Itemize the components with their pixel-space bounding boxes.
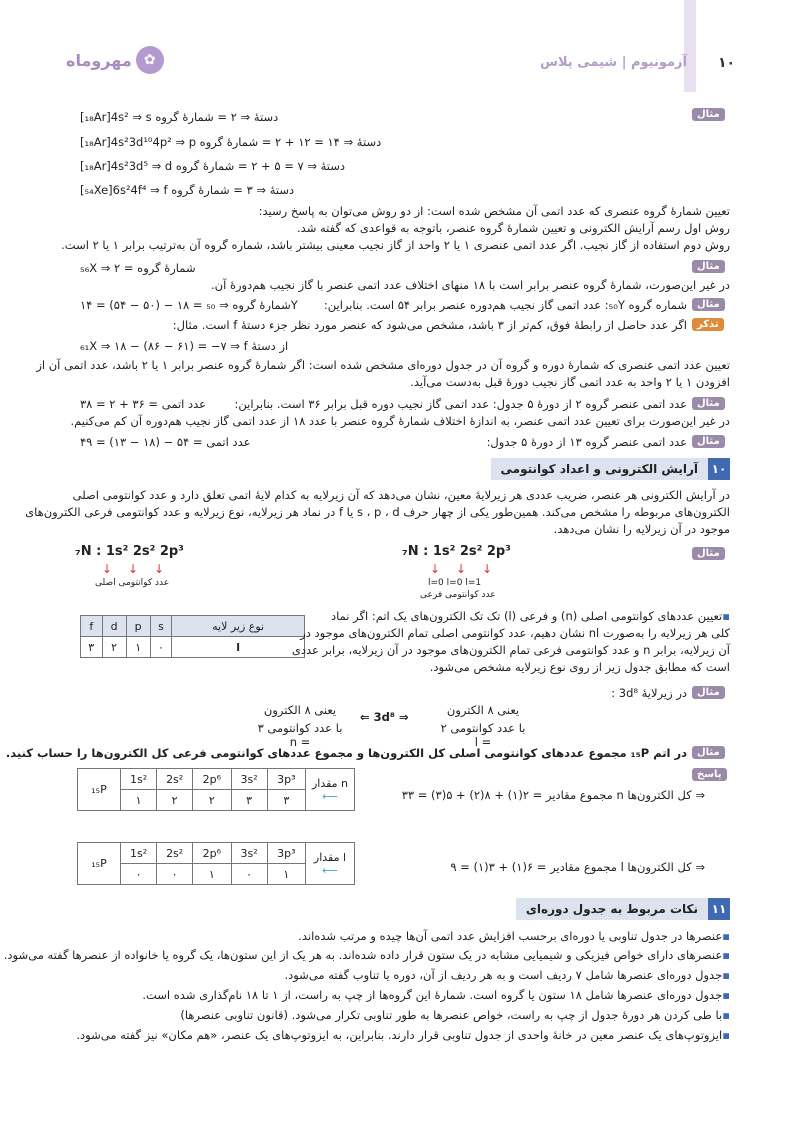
para-quantum3: موجود در آن زیرلایه را نشان می‌دهد. xyxy=(553,522,730,536)
ex1-row2: [₁₈Ar]4s²3d¹⁰4p² ⇒ p دستهٔ ⇒ ۱۴ = ۱۲ + ۲ = شمارهٔ گروه xyxy=(80,135,382,149)
ex7-right-top: یعنی ۸ الکترون xyxy=(446,703,520,717)
n-values-table xyxy=(77,768,355,811)
table-cell: 2s² xyxy=(157,769,193,790)
section-heading-10 xyxy=(491,458,730,480)
ex1-row3: [₁₈Ar]4s²3d⁵ ⇒ d دستهٔ ⇒ ۷ = ۵ + ۲ = شمارهٔ گروه xyxy=(80,159,346,173)
table-header: نوع زیر لایه xyxy=(172,616,305,637)
example-tag: مثال xyxy=(692,435,725,448)
note-tag: تذکر xyxy=(692,318,724,331)
section-number: ۱۰ xyxy=(708,458,730,480)
para-quantum2: الکترون‌های مربوطه را مشخص می‌کند. همین‌طور یکی از چهار حرف s ، p ، d یا f در نماد هر زیرلایه، نوع زیرلایه و عدد کوانتومی فرعی الکترون‌های xyxy=(25,505,730,519)
example-tag: مثال xyxy=(692,108,725,121)
list-item: ▪با طی کردن هر دورهٔ جدول از چپ به راست، خواص عنصرها به طور تناوبی تکرار می‌شود. (قانون تناوبی عنصرها) xyxy=(180,1008,730,1022)
ex7-middle: ⇐ 3d⁸ ⇒ xyxy=(360,710,409,724)
ex6-right-formula: ₇N : 1s² 2s² 2p³ xyxy=(402,544,511,559)
ex1-row4: [₅₄Xe]6s²4f⁴ ⇒ f دستهٔ ⇒ ۳ = شمارهٔ گروه xyxy=(80,183,295,197)
para-group-intro: تعیین شمارهٔ گروه عنصری که عدد اتمی آن مشخص شده است: از دو روش می‌توان به پاسخ رسید: xyxy=(258,204,730,218)
table-cell: ۱ xyxy=(193,864,231,885)
example-tag: مثال xyxy=(692,260,725,273)
bullet-text: جدول دوره‌ای عنصرها شامل ۱۸ ستون یا گروه است. شمارهٔ این گروه‌ها از چپ به راست، از ۱ تا ۱۸ نام‌گذاری شده است. xyxy=(142,988,723,1002)
row-label-text: مقدار n xyxy=(311,776,349,790)
ex2-formula: ₅₆X ⇒ ۲ = شمارهٔ گروه xyxy=(80,261,196,275)
para-atomic-number2: افزودن ۱ یا ۲ واحد به عدد اتمی گاز نجیب دورهٔ قبل به‌دست می‌آید. xyxy=(410,375,730,389)
table-cell: 2p⁶ xyxy=(193,769,231,790)
ex4-text: عدد اتمی عنصر گروه ۲ از دورهٔ ۵ جدول: عدد اتمی گاز نجیب دوره قبل برابر ۳۶ است. بنابراین: xyxy=(234,397,687,411)
list-item: ▪جدول دوره‌ای عنصرها شامل ۷ ردیف است و به هر ردیف از آن، دوره یا تناوب گفته می‌شود. xyxy=(284,968,730,982)
example-tag: مثال xyxy=(692,686,725,699)
sublevel-table xyxy=(80,615,305,658)
section-title: نکات مربوط به جدول دوره‌ای xyxy=(516,898,708,920)
ex6-right-caption: عدد کوانتومی فرعی xyxy=(420,590,496,600)
bullet-text: ایزوتوپ‌های یک عنصر معین در خانهٔ واحدی از جدول تناوبی قرار دارند. بنابراین، به ایزوتوپ‌های یک عنصر، «هم مکان» نیز گفته می‌شود. xyxy=(76,1028,723,1042)
section-heading-11 xyxy=(516,898,730,920)
atom-symbol: ₁₅P xyxy=(78,769,121,811)
butterfly-icon: ✿ xyxy=(136,46,164,74)
book-title: آزمونیوم | شیمی پلاس xyxy=(540,55,687,70)
l-values-table xyxy=(77,842,355,885)
table-cell: 1s² xyxy=(121,769,157,790)
l-sum-calc: ⇒ کل الکترون‌ها l مجموع مقادیر = ۶(۱) + ۳(۱) = ۹ xyxy=(450,860,705,874)
bullet-text: عنصرهای دارای خواص فیزیکی و شیمیایی مشابه در یک ستون قرار داده شده‌اند. به هر یک از این ستون‌ها، یک گروه یا خانواده از عنصرها گفته می‌شود. xyxy=(3,948,723,962)
table-cell: ۱ xyxy=(267,864,305,885)
table-cell: ۳ xyxy=(267,790,305,811)
n-sum-calc: ⇒ کل الکترون‌ها n مجموع مقادیر = ۲(۱) + ۸(۲) + ۵(۳) = ۳۳ xyxy=(401,788,705,802)
table-cell: ۰ xyxy=(157,864,193,885)
example-tag: مثال xyxy=(692,397,725,410)
para-nl2: کلی هر زیرلایه را به‌صورت nl نشان دهیم، عدد کوانتومی اصلی تمام الکترون‌های موجود در xyxy=(300,626,730,640)
section-number: ۱۱ xyxy=(708,898,730,920)
list-item: ▪جدول دوره‌ای عنصرها شامل ۱۸ ستون یا گروه است. شمارهٔ این گروه‌ها از چپ به راست، از ۱ تا ۱۸ نام‌گذاری شده است. xyxy=(142,988,730,1002)
para-method1: روش اول رسم آرایش الکترونی و تعیین شمارهٔ گروه عنصر، باتوجه به قواعدی که گفته شد. xyxy=(297,221,730,235)
answer-tag: پاسخ xyxy=(692,768,727,781)
ex6-l-values xyxy=(428,578,481,588)
ex7-right-bottom: با عدد کوانتومی ۲ = l xyxy=(440,721,526,749)
table-cell: ۳ xyxy=(231,790,267,811)
table-cell: d xyxy=(102,616,126,637)
down-arrows-icon: ↓↓↓ xyxy=(430,562,509,576)
ex3-text: شماره گروه ₅₀Y: عدد اتمی گاز نجیب هم‌دوره عنصر برابر ۵۴ است. بنابراین: xyxy=(323,298,687,312)
para-nl1: ▪تعیین عددهای کوانتومی اصلی (n) و فرعی (l) تک تک الکترون‌های یک اتم: اگر نماد xyxy=(331,609,730,623)
list-item: ▪عنصرهای دارای خواص فیزیکی و شیمیایی مشابه در یک ستون قرار داده شده‌اند. به هر یک از این ستون‌ها، یک گروه یا خانواده از عنصرها گفته می‌شود. xyxy=(3,948,730,962)
ex5-text: عدد اتمی عنصر گروه ۱۳ از دورهٔ ۵ جدول: xyxy=(486,435,687,449)
ex4-formula: ۳۸ = ۲ + ۳۶ = عدد اتمی xyxy=(80,397,207,411)
ex5-formula: ۴۹ = (۱۳ − ۱۸) − ۵۴ = عدد اتمی xyxy=(80,435,251,449)
ex7-left-top: یعنی ۸ الکترون xyxy=(263,703,337,717)
table-cell: 2s² xyxy=(157,843,193,864)
table-cell: 1s² xyxy=(121,843,157,864)
para-method2: روش دوم استفاده از گاز نجیب. اگر عدد اتمی عنصری ۱ یا ۲ واحد از گاز نجیب معینی بیشتر باشد، شماره گروه آن به‌ترتیب برابر ۱ یا ۲ است. xyxy=(61,238,730,252)
row-label: مقدار n ⟵ xyxy=(306,769,355,811)
example-tag: مثال xyxy=(692,746,725,759)
table-cell: f xyxy=(81,616,103,637)
table-cell: ۰ xyxy=(121,864,157,885)
note-formula: ₆₁X ⇒ ۱۸ − (۸۶ − ۶۱) = −۷ ⇒ f از دستهٔ xyxy=(80,339,289,353)
note-text: اگر عدد حاصل از رابطهٔ فوق، کم‌تر از ۳ باشد، مشخص می‌شود که عنصر مورد نظر جزء دستهٔ f است. مثال: xyxy=(172,318,687,332)
bullet-text: عنصرها در جدول تناوبی یا دوره‌ای برحسب افزایش عدد اتمی آن‌ها چیده و مرتب شده‌اند. xyxy=(298,929,723,943)
table-cell: ۲ xyxy=(193,790,231,811)
header-accent-bar xyxy=(684,0,696,92)
table-cell: 3p³ xyxy=(267,769,305,790)
ex8-question: در اتم ₁₅P مجموع عددهای کوانتومی اصلی کل الکترون‌ها و مجموع عددهای کوانتومی فرعی کل الکترون‌ها را حساب کنید. xyxy=(5,746,687,760)
table-cell: ۱ xyxy=(121,790,157,811)
para-nl4: است که مطابق جدول زیر از روی نوع زیرلایه مشخص می‌شود. xyxy=(429,660,730,674)
para-otherwise: در غیر این‌صورت، شمارهٔ گروه عنصر برابر است با ۱۸ منهای اختلاف عدد اتمی عنصر با گاز نجیب هم‌دورهٔ آن. xyxy=(211,278,730,292)
para-nl3: آن زیرلایه، برابر n و عدد کوانتومی فرعی تمام الکترون‌های موجود در آن زیرلایه، برابر عددی xyxy=(291,643,730,657)
bullet-text: جدول دوره‌ای عنصرها شامل ۷ ردیف است و به هر ردیف از آن، دوره یا تناوب گفته می‌شود. xyxy=(284,968,723,982)
ex7-left-bottom: با عدد کوانتومی ۳ = n xyxy=(257,721,343,749)
atom-symbol: ₁₅P xyxy=(78,843,121,885)
ex6-left-formula: ₇N : 1s² 2s² 2p³ xyxy=(75,544,184,559)
bullet-text: با طی کردن هر دورهٔ جدول از چپ به راست، خواص عنصرها به طور تناوبی تکرار می‌شود. (قانون تناوبی عنصرها) xyxy=(180,1008,723,1022)
publisher-logo xyxy=(66,46,164,74)
para-text: تعیین عددهای کوانتومی اصلی (n) و فرعی (l) تک تک الکترون‌های یک اتم: اگر نماد xyxy=(331,609,723,623)
list-item: ▪ایزوتوپ‌های یک عنصر معین در خانهٔ واحدی از جدول تناوبی قرار دارند. بنابراین، به ایزوتوپ‌های یک عنصر، «هم مکان» نیز گفته می‌شود. xyxy=(76,1028,730,1042)
table-cell: s xyxy=(150,616,172,637)
ex1-row1: [₁₈Ar]4s² ⇒ s دستهٔ ⇒ ۲ = شمارهٔ گروه xyxy=(80,110,279,124)
logo-text: مهروماه xyxy=(66,50,132,70)
l-value: l=1 xyxy=(465,578,482,588)
para-quantum1: در آرایش الکترونی هر عنصر، ضریب عددی هر زیرلایهٔ معین، نشان می‌دهد که آن زیرلایه به کدام لایهٔ اتمی تعلق دارد و عدد کوانتومی اصلی xyxy=(72,488,730,502)
table-cell: ۱ xyxy=(126,637,150,658)
table-cell: 3p³ xyxy=(267,843,305,864)
row-label: مقدار l ⟵ xyxy=(306,843,355,885)
table-cell: 3s² xyxy=(231,843,267,864)
ex6-left-caption: عدد کوانتومی اصلی xyxy=(95,578,170,588)
row-label-text: مقدار l xyxy=(313,850,347,864)
ex3-formula: ۱۴ = (۵۴ − ۵۰) − ۱۸ = شمارهٔ گروه ⇒ ₅₀Y xyxy=(80,298,298,312)
para-otherwise2: در غیر این‌صورت برای تعیین عدد اتمی عنصر، به اندازهٔ اختلاف شمارهٔ گروه عنصر با عدد ۱۸ از عدد اتمی گاز نجیب هم‌دوره آن کم می‌کنیم. xyxy=(70,414,730,428)
page-number: ۱۰ xyxy=(718,55,736,71)
table-cell: ۰ xyxy=(231,864,267,885)
table-cell: ۲ xyxy=(102,637,126,658)
l-value: l=0 xyxy=(428,578,444,588)
table-cell: 2p⁶ xyxy=(193,843,231,864)
table-cell: ۲ xyxy=(157,790,193,811)
example-tag: مثال xyxy=(692,547,725,560)
table-cell: ۰ xyxy=(150,637,172,658)
ex7-label: در زیرلایهٔ 3d⁸ : xyxy=(611,686,687,700)
table-cell: p xyxy=(126,616,150,637)
table-cell: ۳ xyxy=(81,637,103,658)
l-value: l=0 xyxy=(446,578,463,588)
section-title: آرایش الکترونی و اعداد کوانتومی xyxy=(491,458,708,480)
table-cell: 3s² xyxy=(231,769,267,790)
para-atomic-number1: تعیین عدد اتمی عنصری که شمارهٔ دوره و گروه آن در جدول دوره‌ای مشخص شده است: اگر شمارهٔ گروه عنصر برابر ۱ یا ۲ باشد، عدد اتمی آن از xyxy=(36,358,730,372)
example-tag: مثال xyxy=(692,298,725,311)
list-item: ▪عنصرها در جدول تناوبی یا دوره‌ای برحسب افزایش عدد اتمی آن‌ها چیده و مرتب شده‌اند. xyxy=(298,929,730,943)
table-row-label: l xyxy=(172,637,305,658)
down-arrows-icon: ↓↓↓ xyxy=(102,562,181,576)
